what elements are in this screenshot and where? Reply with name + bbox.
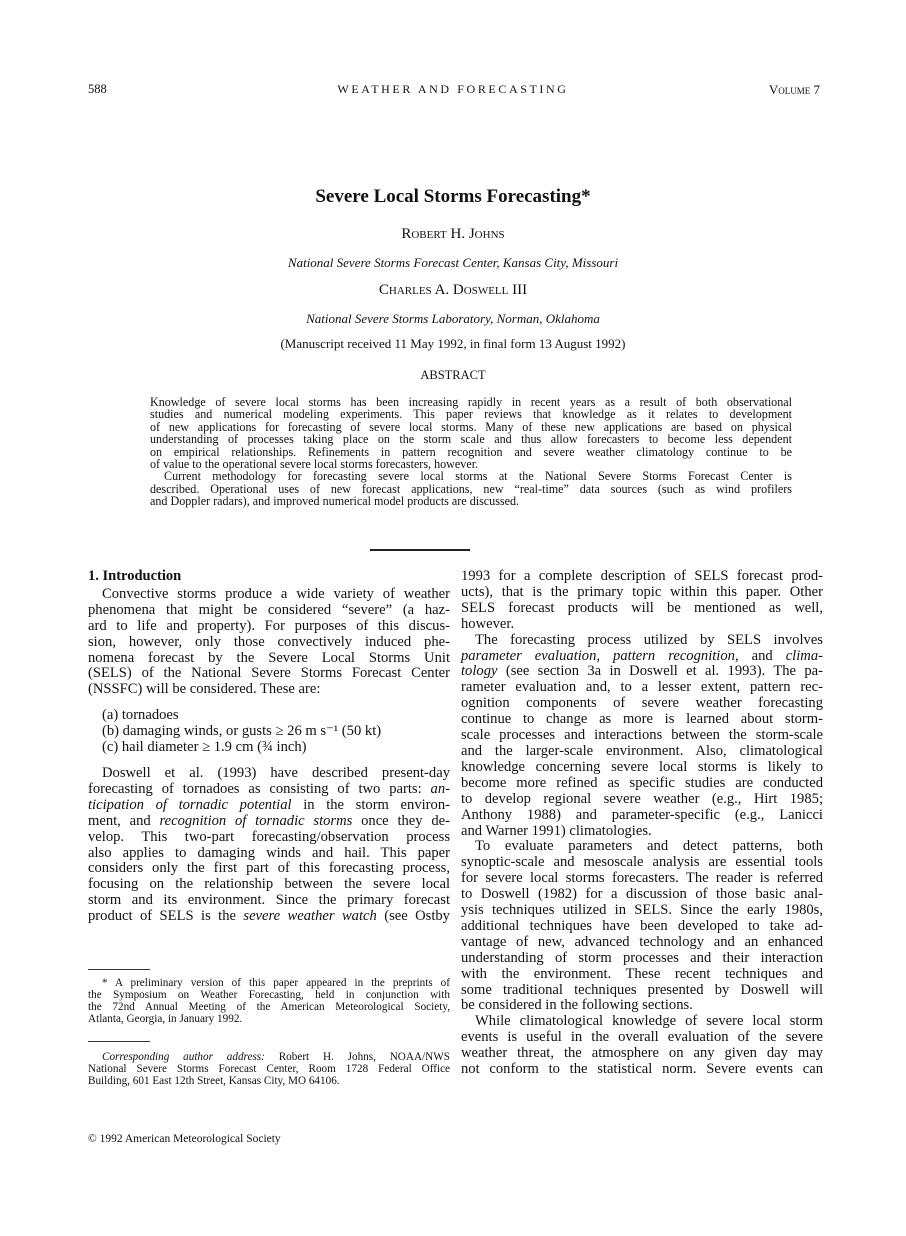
text-line [88,1075,450,1087]
text-line [88,893,450,909]
text-run: on empirical relationships. Refinements in pattern recognition and severe weather climatology continue to be [150,444,792,459]
footnote-preliminary [88,977,450,1025]
text-line [461,760,823,776]
italic-text: parameter evaluation, pattern recognition, [461,647,739,664]
italic-text: Corresponding author address: [102,1051,265,1063]
text-line [461,664,823,680]
text-run: understanding of processes taking place on the storm scale and thus allow forecasters to become less dependent [150,432,792,447]
right-column [461,569,823,1078]
text-run: 1993 for a complete description of SELS forecast prod- [461,568,823,584]
text-run: understanding of storm processes and their interaction [461,949,823,966]
text-line [461,808,823,824]
text-run: for severe local storms forecasters. The reader is referred [461,870,823,887]
text-run: not conform to the statistical norm. Severe events can [461,1061,823,1078]
text-run: however. [461,615,515,632]
text-run: and the larger-scale environment. Also, climatological [461,742,823,759]
section-separator [370,549,470,551]
text-line [88,619,450,635]
text-line [461,728,823,744]
text-line [461,680,823,696]
text-run: (a) tornadoes [102,707,179,724]
text-run: vantage of new, advanced technology and an enhanced [461,933,823,950]
text-line [102,724,450,740]
text-line [88,1013,450,1025]
text-run: The forecasting process utilized by SELS involves [475,631,823,648]
text-line [88,814,450,830]
text-line [88,798,450,814]
italic-text: ticipation of tornadic potential [88,796,292,813]
text-run: (SELS) of the National Severe Storms Forecast Center [88,665,450,682]
text-run: (see section 3a in Doswell et al. 1993). The pa- [497,663,823,680]
text-line [88,603,450,619]
left-column [88,569,450,925]
paragraph [88,587,450,698]
text-line [88,587,450,603]
text-line [461,1014,823,1030]
text-run: in the storm environ- [291,796,450,813]
text-run: nomena forecast by the Severe Local Storms Unit [88,649,450,666]
text-run: forecasting of tornadoes as consisting of two parts: [88,780,431,797]
text-run: Building, 601 East 12th Street, Kansas City, MO 64106. [88,1075,340,1087]
text-run: of new applications for forecasting of severe local storms. Many of these new applications are based on physical [150,419,792,434]
text-run: (c) hail diameter ≥ 1.9 cm (¾ inch) [102,739,307,756]
text-line [88,861,450,877]
text-run: Atlanta, Georgia, in January 1992. [88,1013,243,1025]
text-run: the 72nd Annual Meeting of the American Meteorological Society, [88,1001,450,1013]
volume-label: Volume 7 [768,82,820,97]
paper-title: Severe Local Storms Forecasting* [315,186,591,207]
text-line [461,871,823,887]
criteria-list [88,708,450,756]
text-run: Current methodology for forecasting severe local storms at the National Severe Storms Forecast Center is [164,469,792,484]
text-run: focusing on the relationship between the severe local [88,876,450,893]
text-run: with the environment. These recent techniques and [461,965,823,982]
text-run: once they de- [352,812,450,829]
text-run: Convective storms produce a wide variety of weather [102,585,450,602]
text-line [461,887,823,903]
text-run: continue to change as more is learned about storm- [461,711,823,728]
text-line [461,601,823,617]
text-line [461,633,823,649]
text-run: ognition components of severe weather forecasting [461,695,823,712]
italic-text: recognition of tornadic storms [159,812,353,829]
italic-text: tology [461,663,498,680]
text-line [88,1051,450,1063]
text-line [88,666,450,682]
text-line [461,585,823,601]
text-run: events is useful in the overall evaluation of the severe [461,1029,823,1046]
page-number: 588 [88,82,107,96]
text-line [461,839,823,855]
text-run: ysis techniques utilized in SELS. Since the early 1980s, [461,902,823,919]
text-run: Doswell et al. (1993) have described present-day [102,764,450,781]
text-line [461,903,823,919]
text-run: also applies to damaging winds and hail. This paper [88,844,450,861]
text-line [88,877,450,893]
abstract-body [150,396,792,508]
text-line [461,935,823,951]
text-line [461,967,823,983]
text-run: While climatological knowledge of severe local storm [475,1013,823,1030]
text-run: studies and numerical modeling experiments. This paper reviews that knowledge as it relates to development [150,407,792,422]
author-affiliation: National Severe Storms Laboratory, Norman, Oklahoma [306,311,600,326]
text-run: phenomena that might be considered “severe” (a haz- [88,601,450,618]
text-line [88,682,450,698]
text-run: ucts), that is the primary topic within this paper. Other [461,583,823,600]
text-line [461,998,823,1014]
text-line [150,495,792,507]
text-run: product of SELS is the [88,908,244,925]
text-run: Robert H. Johns, NOAA/NWS [264,1051,451,1063]
copyright-notice: © 1992 American Meteorological Society [88,1133,281,1145]
text-line [461,776,823,792]
text-run: ment, and [88,812,160,829]
author-name: Robert H. Johns [401,226,505,242]
text-line [461,951,823,967]
text-line [102,740,450,756]
text-run: Anthony 1988) and parameter-specific (e.g., Lanicci [461,806,823,823]
text-run: (b) damaging winds, or gusts ≥ 26 m s⁻¹ (50 kt) [102,723,382,740]
text-run: SELS forecast products will be mentioned as well, [461,599,823,616]
text-run: described. Operational uses of new forecast applications, new “real-time” data sources (such as wind profilers [150,481,792,496]
text-line [461,983,823,999]
text-run: synoptic-scale and mesoscale analysis are essential tools [461,854,823,871]
author-name: Charles A. Doswell III [378,282,528,298]
text-run: and Warner 1991) climatologies. [461,822,652,839]
text-run: scale processes and interactions between the storm-scale [461,727,823,744]
text-run: to Doswell (1982) for a discussion of those basic anal- [461,886,823,903]
text-line [88,830,450,846]
text-line [461,712,823,728]
text-run: be considered in the following sections. [461,997,693,1014]
text-run: of value to the operational severe local storms forecasters, however. [150,457,479,472]
text-run: ard to life and property). For purposes of this discus- [88,617,450,634]
text-run: * A preliminary version of this paper appeared in the preprints of [102,977,450,989]
text-run: National Severe Storms Forecast Center, Room 1728 Federal Office [88,1063,450,1075]
text-run: To evaluate parameters and detect patterns, both [475,838,823,855]
text-line [461,855,823,871]
abstract-heading: ABSTRACT [420,368,486,382]
text-line [88,635,450,651]
text-line [102,708,450,724]
text-line [461,649,823,665]
text-run: the Symposium on Weather Forecasting, held in conjunction with [88,989,450,1001]
text-line [461,696,823,712]
text-run: become more refined as specific studies are conducted [461,774,823,791]
journal-title: WEATHER AND FORECASTING [337,82,569,96]
text-run: considers only the first part of this forecasting process, [88,860,450,877]
section-heading: 1. Introduction [88,568,182,584]
text-line [461,617,823,633]
text-line [88,766,450,782]
text-run: to develop regional severe weather (e.g., Hirt 1985; [461,790,823,807]
text-line [461,1030,823,1046]
text-line [88,1063,450,1075]
footnote-rule [88,969,150,970]
author-affiliation: National Severe Storms Forecast Center, Kansas City, Missouri [287,255,619,270]
text-run: and [738,647,786,664]
text-line [88,989,450,1001]
manuscript-dates: (Manuscript received 11 May 1992, in final form 13 August 1992) [280,336,626,351]
text-run: knowledge concerning severe local storms is likely to [461,758,823,775]
text-line [461,919,823,935]
text-line [88,909,450,925]
paragraph [88,766,450,925]
footnote-rule [88,1041,150,1042]
text-line [88,846,450,862]
text-run: sion, however, only those convectively induced phe- [88,633,450,650]
text-run: rameter evaluation and, to a lesser extent, pattern rec- [461,679,823,696]
text-line [88,651,450,667]
text-run: (NSSFC) will be considered. These are: [88,681,321,698]
text-run: additional techniques have been developed to take ad- [461,917,823,934]
italic-text: an- [430,780,450,797]
text-line [88,1001,450,1013]
text-run: velop. This two-part forecasting/observation process [88,828,450,845]
text-run: some traditional techniques presented by Doswell will [461,981,823,998]
text-line [461,792,823,808]
italic-text: clima- [785,647,823,664]
text-line [88,782,450,798]
footnote-corresponding-author [88,1051,450,1087]
text-run: storm and its environment. Since the primary forecast [88,892,450,909]
text-line [461,569,823,585]
text-line [461,1062,823,1078]
text-run: and Doppler radars), and improved numerical model products are discussed. [150,494,520,509]
text-run: weather threat, the atmosphere on any given day may [461,1045,823,1062]
text-run: Knowledge of severe local storms has been increasing rapidly in recent years as a result of both observational [150,395,792,409]
text-line [461,744,823,760]
italic-text: severe weather watch [243,908,377,925]
text-line [88,977,450,989]
text-line [461,1046,823,1062]
text-line [461,824,823,840]
text-run: (see Ostby [376,908,450,925]
